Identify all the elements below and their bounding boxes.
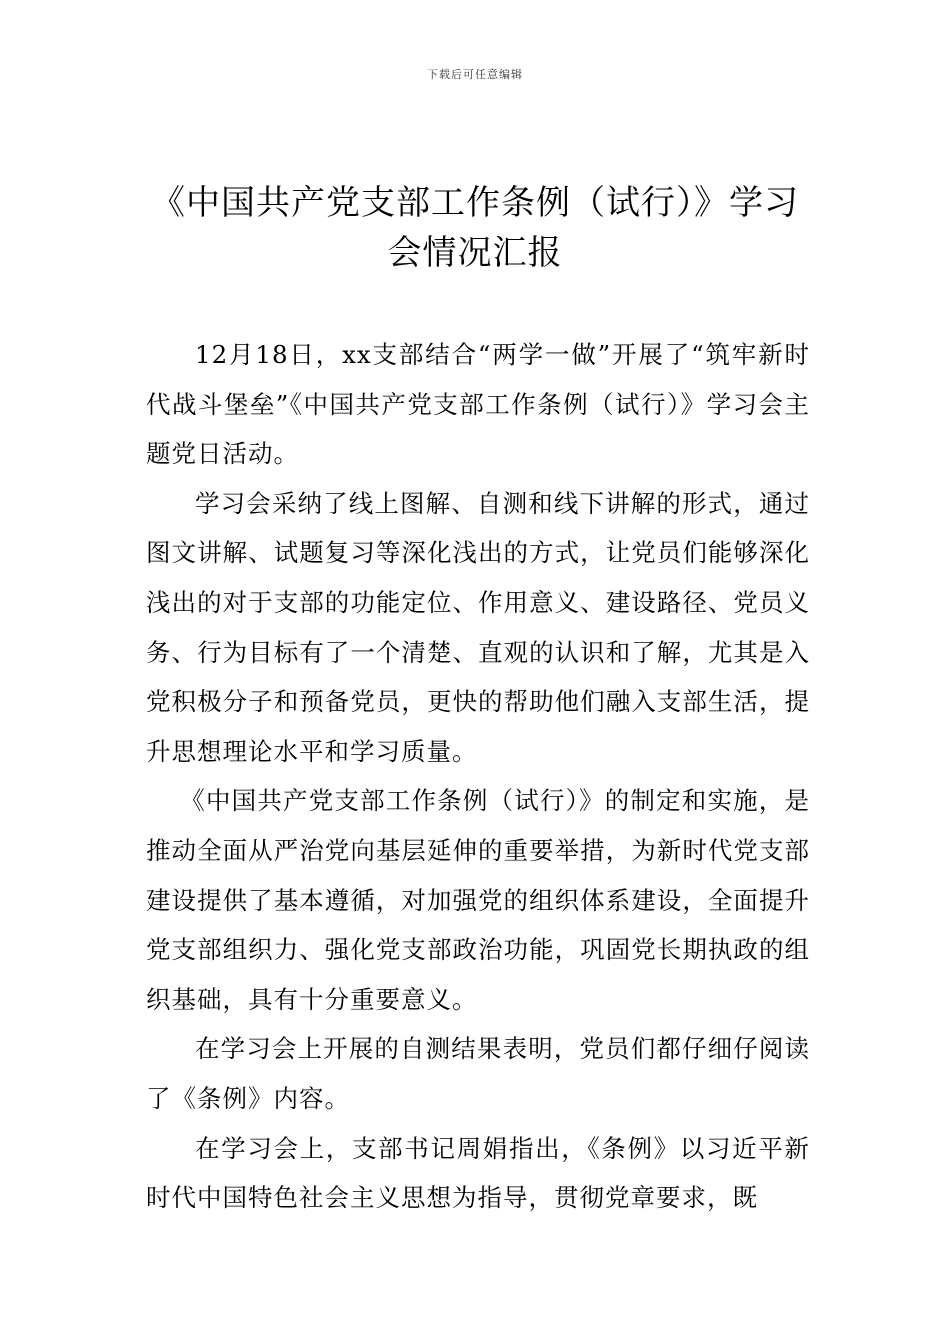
- paragraph-4: 在学习会上开展的自测结果表明，党员们都仔细仔阅读了《条例》内容。: [146, 1034, 810, 1113]
- document-body: [146, 330, 810, 1223]
- paragraph-2: 学习会采纳了线上图解、自测和线下讲解的形式，通过图文讲解、试题复习等深化浅出的方式，让党员们能够深化浅出的对于支部的功能定位、作用意义、建设路径、党员义务、行为目标有了一个清楚、直观的认识和了解，尤其是入党积极分子和预备党员，更快的帮助他们融入支部生活，提升思想理论水平和学习质量。: [146, 488, 810, 766]
- paragraph-1: 12月18日，xx支部结合“两学一做”开展了“筑牢新时代战斗堡垒”《中国共产党支部工作条例（试行）》学习会主题党日活动。: [146, 340, 810, 469]
- paragraph-5: 在学习会上，支部书记周娟指出，《条例》以习近平新时代中国特色社会主义思想为指导，贯彻党章要求，既: [146, 1133, 810, 1213]
- header-note: 下载后可任意编辑: [427, 68, 523, 81]
- document-title: 《中国共产党支部工作条例（试行）》学习会情况汇报: [151, 183, 799, 273]
- paragraph-3: 《中国共产党支部工作条例（试行）》的制定和实施，是推动全面从严治党向基层延伸的重要举措，为新时代党支部建设提供了基本遵循，对加强党的组织体系建设，全面提升党支部组织力、强化党支部政治功能，巩固党长期执政的组织基础，具有十分重要意义。: [146, 786, 810, 1014]
